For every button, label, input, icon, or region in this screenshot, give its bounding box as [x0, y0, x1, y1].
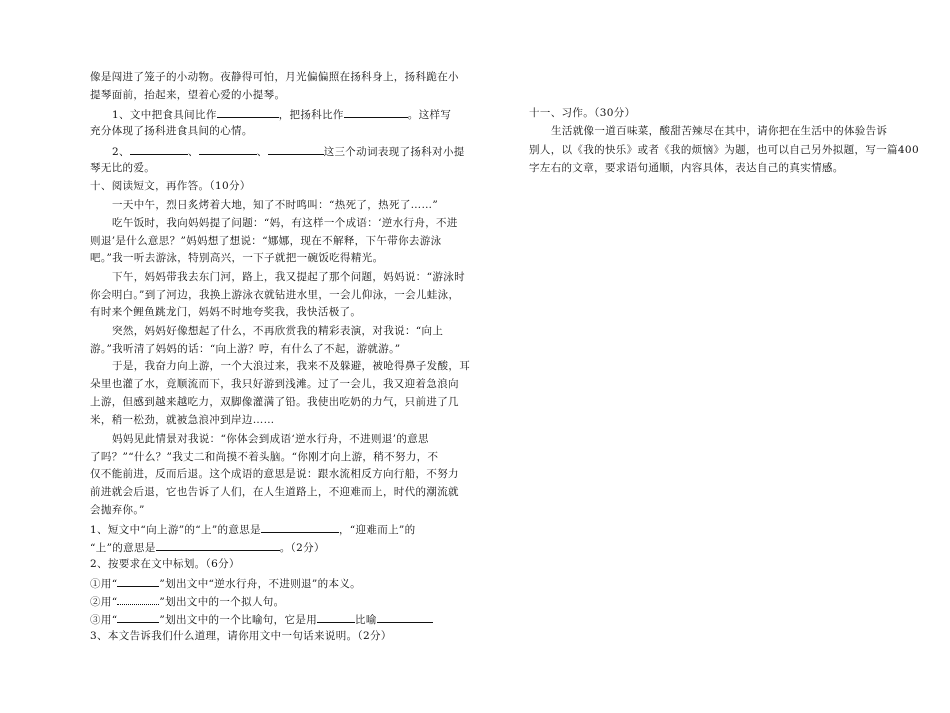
reading-question-2c: ③用“ ”划出文中的一个比喻句，它是用 比喻 — [90, 611, 433, 627]
question-1: 1、文中把食具间比作 ，把扬科比作 。这样写 — [112, 106, 451, 122]
question-1-cont: 充分体现了扬科进食具间的心情。 — [90, 125, 253, 137]
essay-prompt-line: 字左右的文章，要求语句通顺，内容具体，表达自己的真实情感。 — [529, 162, 844, 174]
underline-sample-wavy — [117, 593, 159, 605]
story-line: 仅不能前进，反而后退。这个成语的意思是说：跟水流相反方向行船，不努力 — [90, 468, 459, 480]
story-line: 前进就会后退，它也告诉了人们，在人生道路上，不迎难而上，时代的潮流就 — [90, 486, 459, 498]
story-line: 妈妈见此情景对我说：“你体会到成语‘逆水行舟，不进则退’的意思 — [112, 433, 429, 445]
story-line: 了吗？”“什么？”我丈二和尚摸不着头脑。“你刚才向上游，稍不努力，不 — [90, 451, 439, 463]
story-line: 米，稍一松劲，就被急浪冲到岸边…… — [90, 414, 275, 426]
reading-question-1: 1、短文中“向上游”的“上”的意思是 ，“迎难而上”的 — [90, 521, 416, 537]
answer-blank[interactable] — [317, 611, 355, 623]
story-line: 于是，我奋力向上游，一个大浪过来，我来不及躲避，被呛得鼻子发酸，耳 — [112, 360, 471, 372]
underline-sample-straight — [117, 575, 159, 587]
answer-blank[interactable] — [377, 611, 433, 623]
story-line: 一天中午，烈日炙烤着大地，知了不时鸣叫：“热死了，热死了……” — [112, 199, 439, 211]
essay-prompt-line: 生活就像一道百味菜，酸甜苦辣尽在其中，请你把在生活中的体验告诉 — [551, 125, 888, 137]
passage-line: 提琴面前，抬起来，望着心爱的小提琴。 — [90, 89, 286, 101]
story-line: 游。”我听清了妈妈的话：“向上游？哼，有什么了不起，游就游。” — [90, 343, 401, 355]
answer-blank[interactable] — [268, 143, 324, 155]
story-line: 下午，妈妈带我去东门河，路上，我又提起了那个问题，妈妈说：“游泳时 — [112, 271, 465, 283]
essay-prompt-line: 别人，以《我的快乐》或者《我的烦恼》为题，也可以自己另外拟题，写一篇400 — [529, 144, 919, 156]
reading-question-2b: ②用“ ”划出文中的一个拟人句。 — [90, 593, 285, 609]
answer-blank[interactable] — [344, 106, 408, 118]
answer-blank[interactable] — [156, 539, 280, 551]
question-2-cont: 琴无比的爱。 — [90, 162, 156, 174]
story-line: 突然，妈妈好像想起了什么，不再欣赏我的精彩表演，对我说：“向上 — [112, 325, 444, 337]
underline-sample-straight — [117, 611, 159, 623]
story-line: 上游，但感到越来越吃力，双脚像灌满了铅。我使出吃奶的力气，只前进了几 — [90, 396, 459, 408]
section-11-heading: 十一、习作。（30分） — [529, 107, 636, 119]
reading-question-2: 2、按要求在文中标划。（6分） — [90, 558, 240, 570]
reading-question-1-cont: “上”的意思是 。（2分） — [90, 539, 325, 555]
story-line: 吃午饭时，我向妈妈提了问题：“妈，有这样一个成语：‘逆水行舟，不进 — [112, 217, 458, 229]
answer-blank[interactable] — [199, 143, 257, 155]
story-line: 吧。”我一听去游泳，特别高兴，一下子就把一碗饭吃得精光。 — [90, 252, 384, 264]
story-line: 有时来个鲤鱼跳龙门，妈妈不时地夸奖我，我快活极了。 — [90, 306, 362, 318]
story-line: 朵里也灌了水，竟顺流而下，我只好游到浅滩。过了一会儿，我又迎着急浪向 — [90, 378, 459, 390]
answer-blank[interactable] — [217, 106, 279, 118]
answer-blank[interactable] — [261, 521, 339, 533]
question-2: 2、 、 、 这三个动词表现了扬科对小提 — [112, 143, 465, 159]
passage-line: 像是闯进了笼子的小动物。夜静得可怕，月光偏偏照在扬科身上，扬科跪在小 — [90, 71, 459, 83]
story-line: 会抛弃你。” — [90, 504, 145, 516]
story-line: 则退’是什么意思？”妈妈想了想说：“娜娜，现在不解释，下午带你去游泳 — [90, 235, 442, 247]
right-column — [520, 0, 950, 713]
answer-blank[interactable] — [130, 143, 188, 155]
story-line: 你会明白。”到了河边，我换上游泳衣就钻进水里，一会儿仰泳，一会儿蛙泳， — [90, 289, 460, 301]
reading-question-2a: ①用“ ”划出文中“逆水行舟，不进则退”的本义。 — [90, 575, 361, 591]
section-10-heading: 十、阅读短文，再作答。（10分） — [90, 180, 251, 192]
reading-question-3: 3、本文告诉我们什么道理，请你用文中一句话来说明。（2分） — [90, 630, 392, 642]
